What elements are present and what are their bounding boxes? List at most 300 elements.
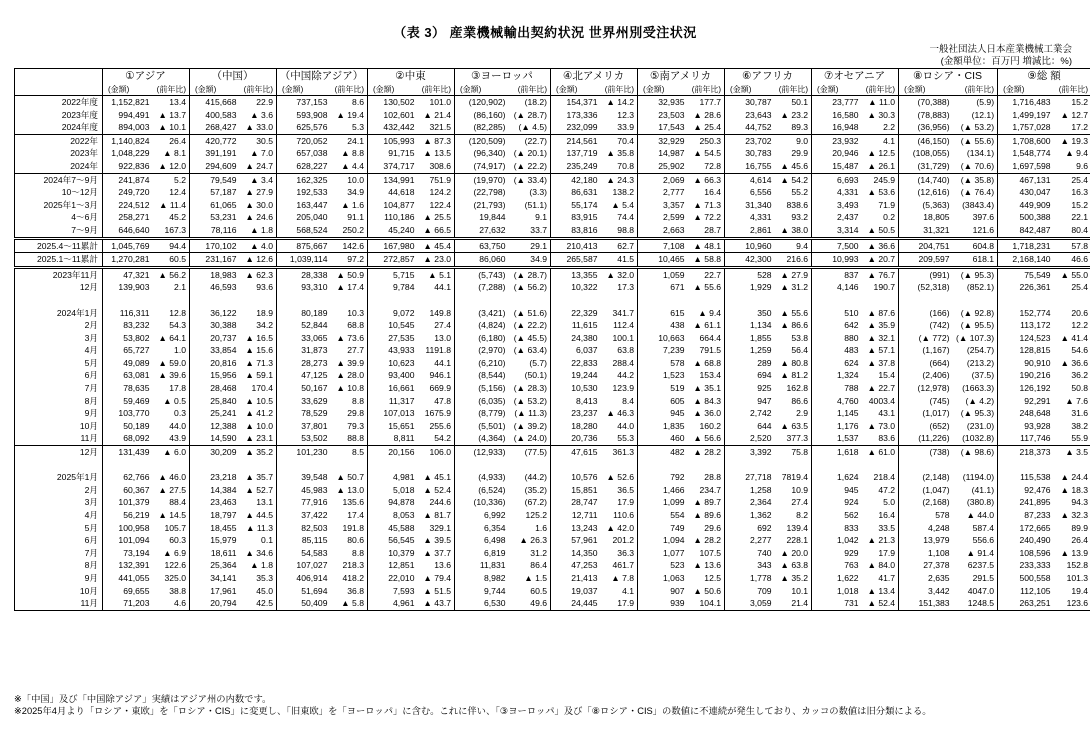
amount-cell: 30,787 (725, 96, 775, 109)
amount-cell: 258,271 (103, 211, 153, 224)
ratio-cell: 8.4 (622, 395, 635, 406)
ratio-cell: 45.0 (256, 585, 273, 596)
amount-cell: 110,186 (368, 211, 418, 224)
ratio-cell: 4.6 (153, 597, 190, 610)
ratio-cell: 139.4 (786, 522, 809, 533)
amount-cell: 924 (812, 496, 862, 509)
amount-cell: 500,558 (998, 572, 1054, 585)
ratio-cell: 47.2 (878, 484, 896, 495)
amount-cell: (3,421) (455, 307, 509, 320)
amount-cell: 83,816 (551, 224, 601, 238)
ratio-cell: ▲ 27.9 (775, 267, 812, 281)
ratio-cell: 44.2 (617, 370, 635, 381)
amount-cell: 289 (725, 357, 775, 370)
ratio-cell: (▲ 11.3) (514, 408, 548, 419)
ratio-cell: ▲ 54.2 (775, 173, 812, 186)
amount-cell: 39,548 (277, 471, 331, 484)
amount-cell: 50,167 (277, 382, 331, 395)
ratio-cell: ▲ 20.7 (862, 253, 899, 268)
ratio-cell: 100.1 (612, 332, 635, 343)
ratio-cell: ▲ 36.6 (862, 238, 899, 253)
amount-cell: 1,718,231 (998, 238, 1054, 253)
amount-cell: 554 (638, 509, 688, 522)
amount-cell: 709 (725, 585, 775, 598)
row-label: 2023年11月 (15, 267, 103, 281)
amount-cell: 1,018 (812, 585, 862, 598)
amount-cell: 104,877 (368, 199, 418, 212)
ratio-cell: ▲ 32.3 (1054, 509, 1090, 522)
ratio-cell: (134.1) (966, 148, 995, 159)
column-header: ⑧ロシア・CIS (899, 69, 998, 85)
ratio-cell: ▲ 4.4 (341, 160, 364, 171)
amount-cell: 15,956 (190, 369, 240, 382)
table-row (15, 319, 1090, 332)
amount-cell: 593,908 (277, 109, 331, 122)
ratio-cell: 97.2 (331, 253, 368, 268)
amount-cell: 1,757,028 (998, 121, 1054, 134)
ratio-cell: ▲ 27.9 (245, 187, 273, 198)
ratio-cell: 13.0 (434, 332, 452, 343)
amount-cell: 907 (638, 585, 688, 598)
ratio-cell: 101.3 (1054, 572, 1090, 585)
ratio-cell: 19.4 (1054, 585, 1090, 598)
amount-cell: 644 (725, 420, 775, 433)
ratio-cell (862, 294, 899, 307)
amount-cell: (12,978) (899, 382, 953, 395)
ratio-cell: ▲ 87.3 (418, 134, 455, 147)
subheader-amount: (金額) (551, 84, 601, 96)
ratio-cell: (▲ 92.8) (960, 307, 995, 318)
row-label: 2024年度 (15, 121, 103, 134)
amount-cell: 46,593 (190, 281, 240, 294)
amount-cell: 1,618 (812, 446, 862, 459)
footnote-1: ※「中国」及び「中国除アジア」実績はアジア州の内数です。 (14, 694, 272, 704)
amount-cell: 842,487 (998, 224, 1054, 238)
amount-cell (103, 294, 153, 307)
row-label: 2025年1月 (15, 471, 103, 484)
ratio-cell: ▲ 76.7 (862, 267, 899, 281)
subheader-amount: (金額) (638, 84, 688, 96)
table-row (15, 496, 1090, 509)
amount-cell: 6,037 (551, 344, 601, 357)
ratio-cell: (22.7) (509, 134, 551, 147)
amount-cell: 44,752 (725, 121, 775, 134)
amount-cell: 2,069 (638, 173, 688, 186)
row-label: 2月 (15, 484, 103, 497)
ratio-cell: ▲ 12.7 (1054, 109, 1090, 122)
ratio-cell: (852.1) (966, 282, 995, 293)
ratio-cell: ▲ 30.3 (867, 109, 896, 120)
ratio-cell: 4.1 (622, 585, 635, 596)
ratio-cell: 1675.9 (424, 408, 452, 419)
amount-cell: 1,134 (725, 319, 775, 332)
amount-cell: 642 (812, 319, 862, 332)
row-label: 11月 (15, 597, 103, 610)
ratio-cell: 122.6 (164, 560, 186, 571)
amount-cell: 190,216 (998, 369, 1054, 382)
orders-table (14, 68, 1090, 611)
amount-cell: 10,545 (368, 319, 418, 332)
ratio-cell: (▲ 35.8) (953, 173, 998, 186)
ratio-cell: ▲ 24.4 (1054, 471, 1090, 484)
ratio-cell: ▲ 80.8 (780, 357, 809, 368)
amount-cell: (5,363) (899, 199, 953, 212)
ratio-cell: 93.6 (256, 282, 273, 293)
ratio-cell: 8.8 (352, 547, 364, 558)
ratio-cell: 94.4 (153, 238, 190, 253)
amount-cell: 1,140,824 (103, 134, 153, 147)
amount-cell: (738) (899, 446, 953, 459)
amount-cell: 1,152,821 (103, 96, 153, 109)
ratio-cell (240, 459, 277, 472)
ratio-cell: 31.2 (530, 547, 548, 558)
ratio-cell: 22.1 (1054, 211, 1090, 224)
ratio-cell: 21.4 (775, 597, 812, 610)
amount-cell: 33,065 (277, 332, 331, 345)
ratio-cell: ▲ 72.2 (693, 212, 722, 223)
ratio-cell: 2.2 (883, 122, 896, 133)
amount-cell: 23,932 (812, 134, 862, 147)
ratio-cell: 25.4 (1054, 281, 1090, 294)
ratio-cell: 110.6 (613, 510, 635, 520)
amount-cell: 880 (812, 332, 862, 345)
amount-cell: (742) (899, 319, 953, 332)
ratio-cell: 107.5 (699, 547, 722, 558)
ratio-cell: ▲ 50.9 (331, 267, 368, 281)
ratio-cell (1054, 459, 1090, 472)
amount-cell: 23,702 (725, 134, 775, 147)
ratio-cell: 245.9 (862, 173, 899, 186)
amount-cell: 263,251 (998, 597, 1054, 610)
ratio-cell: 12.2 (1054, 319, 1090, 332)
ratio-cell: (3843.4) (962, 199, 995, 210)
ratio-cell: 664.4 (699, 332, 722, 343)
amount-cell: 10,663 (638, 332, 688, 345)
table-row (15, 420, 1090, 433)
amount-cell: 18,805 (899, 211, 953, 224)
ratio-cell: 138.2 (612, 187, 635, 198)
amount-cell: 167,980 (368, 238, 418, 253)
ratio-cell: (▲ 51.6) (513, 307, 548, 318)
ratio-cell: (213.2) (966, 357, 995, 368)
amount-cell: 231,167 (190, 253, 240, 268)
amount-cell: (120,902) (455, 96, 509, 109)
ratio-cell: ▲ 16.5 (245, 332, 273, 343)
amount-cell: 79,549 (190, 173, 240, 186)
table-row (15, 357, 1090, 370)
ratio-cell: 29.1 (509, 238, 551, 253)
amount-cell: 467,131 (998, 173, 1054, 186)
ratio-cell: 38.2 (1054, 420, 1090, 433)
amount-cell: 1,259 (725, 344, 775, 357)
ratio-cell: ▲ 10.8 (336, 383, 364, 394)
amount-cell: 1,855 (725, 332, 775, 345)
ratio-cell: ▲ 35.2 (240, 446, 277, 459)
amount-cell: 224,512 (103, 199, 153, 212)
footnotes (14, 693, 932, 717)
row-label: 5月 (15, 522, 103, 535)
ratio-cell: 0.2 (883, 212, 896, 223)
ratio-cell: ▲ 7.8 (611, 572, 635, 583)
amount-cell: 20,946 (812, 147, 862, 160)
column-header: ⑥アフリカ (725, 69, 812, 85)
amount-cell: 562 (812, 509, 862, 522)
ratio-cell: 53.8 (791, 332, 809, 343)
amount-cell: 204,751 (899, 238, 953, 253)
amount-cell: 68,092 (103, 432, 153, 445)
ratio-cell: 160.2 (699, 420, 722, 431)
ratio-cell: ▲ 66.5 (423, 224, 452, 235)
ratio-cell: (44.2) (524, 472, 548, 483)
amount-cell: 10,993 (812, 253, 862, 268)
ratio-cell: 42.5 (240, 597, 277, 610)
amount-cell: 24,445 (551, 597, 601, 610)
amount-cell: 294,609 (190, 160, 240, 173)
ratio-cell: 12.3 (617, 109, 635, 120)
subheader-ratio: (前年比) (775, 84, 812, 96)
amount-cell: (2,168) (899, 496, 953, 509)
amount-cell: 18,797 (190, 509, 240, 522)
amount-cell: 24,380 (551, 332, 601, 345)
amount-cell (899, 294, 953, 307)
amount-cell: (1,047) (899, 484, 953, 497)
ratio-cell: 4003.4 (868, 395, 896, 406)
row-label: 12月 (15, 281, 103, 294)
column-header: ①アジア (103, 69, 190, 85)
amount-cell: 43,933 (368, 344, 418, 357)
ratio-cell: 123.6 (1054, 597, 1090, 610)
amount-cell: 1,039,114 (277, 253, 331, 268)
ratio-cell: 587.4 (972, 522, 995, 533)
ratio-cell: ▲ 18.3 (1054, 484, 1090, 497)
ratio-cell: ▲ 35.9 (867, 320, 896, 331)
ratio-cell: ▲ 79.4 (423, 572, 452, 583)
amount-cell: 20,794 (190, 597, 240, 610)
row-label: 2023年 (15, 147, 103, 160)
ratio-cell: 751.9 (418, 173, 455, 186)
amount-cell (638, 459, 688, 472)
table-row (15, 382, 1090, 395)
amount-cell: 624 (812, 357, 862, 370)
row-label: 7～9月 (15, 224, 103, 238)
amount-cell: 731 (812, 597, 862, 610)
amount-cell: 519 (638, 382, 688, 395)
ratio-cell: 33.7 (530, 224, 548, 235)
ratio-cell: 34.9 (347, 187, 364, 198)
ratio-cell: ▲ 22.7 (867, 383, 896, 394)
ratio-cell: 5.2 (153, 173, 190, 186)
amount-cell: 34,141 (190, 572, 240, 585)
amount-cell: 1,835 (638, 420, 688, 433)
amount-cell: (12,933) (455, 446, 509, 459)
ratio-cell: 22.9 (240, 96, 277, 109)
amount-cell: 53,502 (277, 432, 331, 445)
amount-cell: 13,243 (551, 522, 601, 535)
ratio-cell (953, 459, 998, 472)
amount-cell: (1,167) (899, 344, 953, 357)
amount-cell: (▲ 772) (899, 332, 953, 345)
row-label: 2022年 (15, 134, 103, 147)
ratio-cell (601, 294, 638, 307)
ratio-cell: 104.1 (688, 597, 725, 610)
amount-cell: 63,081 (103, 369, 153, 382)
amount-cell: 25,241 (190, 407, 240, 420)
ratio-cell: ▲ 3.6 (250, 109, 273, 120)
amount-cell: 792 (638, 471, 688, 484)
ratio-cell: 86.4 (530, 560, 548, 571)
table-row (15, 572, 1090, 585)
ratio-cell: 669.9 (429, 383, 452, 394)
amount-cell: (120,509) (455, 134, 509, 147)
amount-cell (455, 459, 509, 472)
table-row (15, 332, 1090, 345)
amount-cell (998, 294, 1054, 307)
ratio-cell: 10.9 (791, 484, 809, 495)
amount-cell: 56,545 (368, 534, 418, 547)
amount-cell: 1,362 (725, 509, 775, 522)
ratio-cell: ▲ 73.6 (336, 332, 364, 343)
amount-cell: 152,774 (998, 307, 1054, 320)
table-row (15, 121, 1090, 134)
amount-cell: 4,331 (725, 211, 775, 224)
amount-cell: 1,094 (638, 534, 688, 547)
ratio-cell: 4.1 (862, 134, 899, 147)
ratio-cell: ▲ 87.6 (867, 307, 896, 318)
ratio-cell: 191.8 (342, 522, 364, 533)
amount-cell (812, 294, 862, 307)
ratio-cell: ▲ 68.8 (693, 357, 722, 368)
amount-cell: 241,874 (103, 173, 153, 186)
row-label: 7月 (15, 382, 103, 395)
amount-cell (638, 294, 688, 307)
ratio-cell: ▲ 19.4 (336, 109, 364, 120)
ratio-cell: 44.1 (434, 282, 452, 293)
ratio-cell: ▲ 8.1 (163, 148, 186, 159)
row-label: 6月 (15, 534, 103, 547)
row-label: 3月 (15, 496, 103, 509)
amount-cell: (74,917) (455, 160, 509, 173)
subheader-amount: (金額) (812, 84, 862, 96)
amount-cell (190, 294, 240, 307)
ratio-cell: 461.7 (612, 560, 635, 571)
column-header: （中国除アジア） (277, 69, 368, 85)
table-row (15, 509, 1090, 522)
ratio-cell: ▲ 58.8 (688, 253, 725, 268)
amount-cell: 2,520 (725, 432, 775, 445)
subheader-ratio: (前年比) (1054, 84, 1090, 96)
amount-cell: 78,116 (190, 224, 240, 238)
ratio-cell: ▲ 73.0 (867, 420, 896, 431)
amount-cell: 1,624 (812, 471, 862, 484)
amount-cell: 93,310 (277, 281, 331, 294)
ratio-cell: ▲ 5.8 (331, 597, 368, 610)
ratio-cell: 12.8 (169, 307, 186, 318)
ratio-cell: ▲ 31.2 (780, 282, 809, 293)
amount-cell: 922,836 (103, 160, 153, 173)
amount-cell: 615 (638, 307, 688, 320)
ratio-cell: ▲ 36.6 (1054, 357, 1090, 370)
ratio-cell: ▲ 42.0 (606, 522, 635, 533)
ratio-cell: (5.7) (529, 357, 548, 368)
table-row (15, 395, 1090, 408)
ratio-cell: ▲ 21.3 (867, 535, 896, 546)
ratio-cell: ▲ 23.2 (780, 109, 809, 120)
ratio-cell: 8.2 (796, 510, 809, 520)
ratio-cell: 47.8 (434, 395, 452, 406)
amount-cell: 350 (725, 307, 775, 320)
amount-cell (551, 294, 601, 307)
ratio-cell: 15.4 (878, 370, 896, 381)
ratio-cell: 604.8 (953, 238, 998, 253)
ratio-cell: 28.7 (704, 224, 722, 235)
ratio-cell: ▲ 32.1 (867, 332, 896, 343)
amount-cell: 249,720 (103, 186, 153, 199)
amount-cell: 18,455 (190, 522, 240, 535)
amount-cell: 205,040 (277, 211, 331, 224)
ratio-cell: (▲ 76.4) (960, 187, 995, 198)
amount-cell: (86,160) (455, 109, 509, 122)
subheader-ratio: (前年比) (509, 84, 551, 96)
ratio-cell: ▲ 55.6 (693, 282, 722, 293)
ratio-cell: ▲ 35.8 (606, 148, 635, 159)
ratio-cell: (254.7) (966, 345, 995, 356)
ratio-cell: 36.2 (1054, 369, 1090, 382)
amount-cell: 9,072 (368, 307, 418, 320)
ratio-cell: ▲ 3.5 (1054, 446, 1090, 459)
amount-cell: 28,747 (551, 496, 601, 509)
amount-cell: 692 (725, 522, 775, 535)
ratio-cell: 29.6 (704, 522, 722, 533)
amount-cell: 13,979 (899, 534, 953, 547)
ratio-cell: 556.6 (972, 535, 995, 546)
ratio-cell: ▲ 84.3 (693, 395, 722, 406)
amount-cell: 568,524 (277, 224, 331, 238)
subheader-amount: (金額) (899, 84, 953, 96)
amount-cell: 15,851 (551, 484, 601, 497)
amount-cell: 10,960 (725, 238, 775, 253)
ratio-cell: 72.8 (704, 160, 722, 171)
ratio-cell (688, 294, 725, 307)
amount-cell (190, 459, 240, 472)
ratio-cell: 618.1 (953, 253, 998, 268)
amount-cell: 500,388 (998, 211, 1054, 224)
ratio-cell: (▲ 95.3) (953, 267, 998, 281)
ratio-cell: 45.2 (169, 212, 186, 223)
ratio-cell: 83.6 (878, 433, 896, 444)
amount-cell: 11,831 (455, 559, 509, 572)
ratio-cell: ▲ 50.5 (867, 224, 896, 235)
ratio-cell: ▲ 24.7 (245, 160, 273, 171)
ratio-cell: (▲ 70.6) (960, 160, 995, 171)
row-label: 10月 (15, 585, 103, 598)
ratio-cell: ▲ 66.3 (688, 173, 725, 186)
amount-cell (812, 459, 862, 472)
amount-cell: 4,614 (725, 173, 775, 186)
amount-cell: 10,530 (551, 382, 601, 395)
amount-cell: 22,329 (551, 307, 601, 320)
ratio-cell: 41.7 (878, 572, 896, 583)
amount-cell: 1,778 (725, 572, 775, 585)
ratio-cell (862, 459, 899, 472)
ratio-cell: 361.3 (601, 446, 638, 459)
ratio-cell: (▲ 98.6) (953, 446, 998, 459)
amount-cell: 218,373 (998, 446, 1054, 459)
ratio-cell: (▲ 56.2) (513, 282, 548, 293)
ratio-cell: ▲ 24.6 (245, 212, 273, 223)
ratio-cell: 162.8 (786, 383, 809, 394)
amount-cell: 170,102 (190, 238, 240, 253)
row-label: 7月 (15, 547, 103, 560)
